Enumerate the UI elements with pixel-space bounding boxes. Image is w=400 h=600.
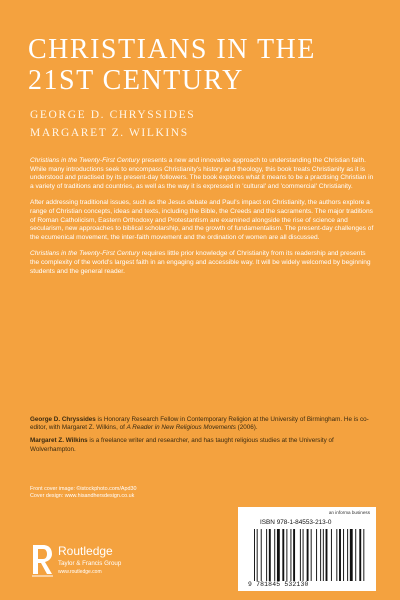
isbn-number: ISBN 978-1-84553-213-0 [260, 519, 332, 526]
bio-name: George D. Chryssides [30, 416, 96, 423]
author-list [30, 106, 350, 142]
book-title [28, 34, 378, 96]
title-line-1: CHRISTIANS IN THE [28, 34, 316, 65]
book-description [30, 157, 376, 284]
publisher-url: www.routledge.com [58, 569, 102, 575]
routledge-r-icon [30, 543, 54, 577]
cover-credits [30, 486, 230, 500]
bio-chryssides: George D. Chryssides is Honorary Research Fellow in Contemporary Religion at the University of Birmingham. He is co-editor, with Margaret Z. Wilkins, of A Reader in New Religious Movements (2006). [30, 416, 369, 432]
publisher-name: Routledge [58, 544, 113, 558]
informa-tagline: an informa business [328, 510, 370, 515]
cover-design-credit: Cover design: www.hisandhersdesign.co.uk [30, 493, 135, 499]
author-bios [30, 416, 376, 459]
bio-name: Margaret Z. Wilkins [30, 437, 88, 445]
description-paragraph-3: Christians in the Twenty-First Century requires little prior knowledge of Christianity from its readership and presents the complexity of the world's largest faith in an engaging and accessible way. It will be widely welcomed by beginning students and the general reader. [30, 250, 371, 275]
book-title-italic: Christians in the Twenty-First Century [30, 157, 140, 164]
barcode-icon [248, 529, 366, 581]
author-2: MARGARET Z. WILKINS [30, 127, 189, 139]
author-1: GEORGE D. CHRYSSIDES [30, 109, 196, 121]
routledge-logo [30, 543, 160, 579]
book-title-italic: Christians in the Twenty-First Century [30, 250, 140, 258]
description-paragraph-2: After addressing traditional issues, such as the Jesus debate and Paul's impact on Christianity, the authors explore a range of Christian concepts, ideas and texts, including the Bible, the Creeds and the sacraments. The major traditions of Roman Catholicism, Eastern Orthodoxy and Protestantism are examined alongside the rise of science and secularism, new approaches to biblical scholarship, and the growth of fundamentalism. The present-day challenges of the ecumenical movement, the inter-faith movement and the ordination of women are all discussed. [30, 199, 374, 241]
bio-wilkins: Margaret Z. Wilkins is a freelance writer and researcher, and has taught religious studies at the University of Wolverhampton. [30, 437, 334, 453]
cover-image-credit: Front cover image: ©istockphoto.com/Apd30 [30, 486, 137, 492]
isbn-barcode-panel [238, 507, 376, 591]
barcode-digits: 9 781845 532130 [248, 581, 309, 588]
title-line-2: 21ST CENTURY [28, 65, 244, 96]
publisher-group: Taylor & Francis Group [58, 560, 122, 567]
description-paragraph-1: Christians in the Twenty-First Century presents a new and innovative approach to understanding the Christian faith. While many introductions seek to encompass Christianity's history and theology, this book treats Christianity as it is understood and practised by its present-day followers. The book explores what it means to be a practising Christian in a variety of traditions and countries, as well as the way it is expressed in 'cultural' and 'commercial' Christianity. [30, 157, 374, 190]
